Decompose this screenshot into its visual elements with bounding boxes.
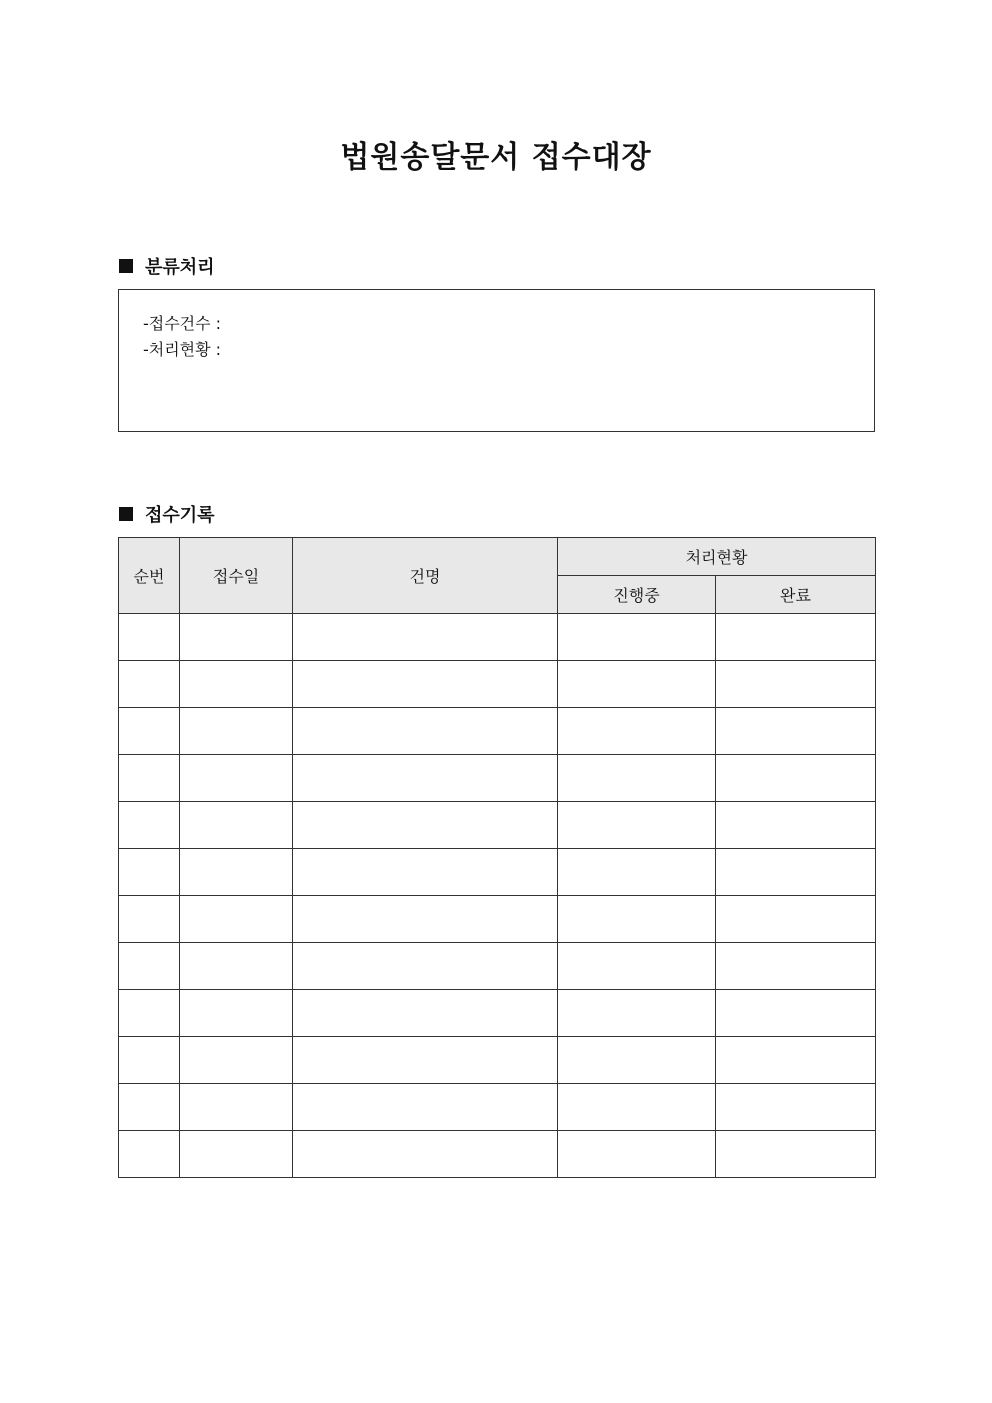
records-heading-label: 접수기록 (145, 505, 215, 526)
subject-cell[interactable] (293, 1084, 558, 1131)
classification-heading (119, 253, 215, 279)
col-header-seq: 순번 (119, 538, 180, 614)
in-progress-cell[interactable] (558, 755, 716, 802)
col-header-done: 완료 (716, 576, 876, 614)
table-row (119, 661, 876, 708)
seq-cell[interactable] (119, 1037, 180, 1084)
in-progress-cell[interactable] (558, 708, 716, 755)
date-cell[interactable] (180, 849, 293, 896)
subject-cell[interactable] (293, 990, 558, 1037)
records-table (118, 537, 876, 1178)
received-count-line: -접수건수 : (143, 314, 222, 333)
done-cell[interactable] (716, 1037, 876, 1084)
subject-cell[interactable] (293, 1037, 558, 1084)
table-row (119, 1131, 876, 1178)
in-progress-cell[interactable] (558, 1131, 716, 1178)
date-cell[interactable] (180, 802, 293, 849)
table-row (119, 849, 876, 896)
seq-cell[interactable] (119, 614, 180, 661)
subject-cell[interactable] (293, 943, 558, 990)
col-header-in-progress: 진행중 (558, 576, 716, 614)
subject-cell[interactable] (293, 1131, 558, 1178)
seq-cell[interactable] (119, 802, 180, 849)
in-progress-cell[interactable] (558, 802, 716, 849)
subject-cell[interactable] (293, 849, 558, 896)
classification-heading-label: 분류처리 (145, 257, 215, 278)
table-row (119, 614, 876, 661)
date-cell[interactable] (180, 1084, 293, 1131)
date-cell[interactable] (180, 990, 293, 1037)
date-cell[interactable] (180, 943, 293, 990)
date-cell[interactable] (180, 661, 293, 708)
subject-cell[interactable] (293, 896, 558, 943)
in-progress-cell[interactable] (558, 896, 716, 943)
done-cell[interactable] (716, 849, 876, 896)
square-bullet-icon (119, 507, 133, 521)
seq-cell[interactable] (119, 896, 180, 943)
in-progress-cell[interactable] (558, 990, 716, 1037)
date-cell[interactable] (180, 896, 293, 943)
done-cell[interactable] (716, 755, 876, 802)
seq-cell[interactable] (119, 708, 180, 755)
table-row (119, 708, 876, 755)
seq-cell[interactable] (119, 1131, 180, 1178)
in-progress-cell[interactable] (558, 1037, 716, 1084)
done-cell[interactable] (716, 1084, 876, 1131)
table-row (119, 1037, 876, 1084)
in-progress-cell[interactable] (558, 614, 716, 661)
processing-status-line: -처리현황 : (143, 340, 222, 359)
date-cell[interactable] (180, 1037, 293, 1084)
subject-cell[interactable] (293, 755, 558, 802)
table-row (119, 943, 876, 990)
col-header-subject: 건명 (293, 538, 558, 614)
table-row (119, 990, 876, 1037)
square-bullet-icon (119, 259, 133, 273)
done-cell[interactable] (716, 896, 876, 943)
table-row (119, 896, 876, 943)
done-cell[interactable] (716, 802, 876, 849)
subject-cell[interactable] (293, 661, 558, 708)
subject-cell[interactable] (293, 708, 558, 755)
date-cell[interactable] (180, 1131, 293, 1178)
records-body (119, 614, 876, 1178)
done-cell[interactable] (716, 708, 876, 755)
col-header-status-group: 처리현황 (558, 538, 876, 576)
done-cell[interactable] (716, 661, 876, 708)
subject-cell[interactable] (293, 614, 558, 661)
table-row (119, 755, 876, 802)
done-cell[interactable] (716, 943, 876, 990)
seq-cell[interactable] (119, 849, 180, 896)
in-progress-cell[interactable] (558, 661, 716, 708)
seq-cell[interactable] (119, 661, 180, 708)
done-cell[interactable] (716, 614, 876, 661)
records-heading (119, 501, 215, 527)
subject-cell[interactable] (293, 802, 558, 849)
in-progress-cell[interactable] (558, 849, 716, 896)
in-progress-cell[interactable] (558, 1084, 716, 1131)
table-row (119, 802, 876, 849)
seq-cell[interactable] (119, 990, 180, 1037)
seq-cell[interactable] (119, 1084, 180, 1131)
classification-box (118, 289, 875, 432)
seq-cell[interactable] (119, 755, 180, 802)
table-row (119, 1084, 876, 1131)
done-cell[interactable] (716, 1131, 876, 1178)
seq-cell[interactable] (119, 943, 180, 990)
date-cell[interactable] (180, 755, 293, 802)
in-progress-cell[interactable] (558, 943, 716, 990)
date-cell[interactable] (180, 614, 293, 661)
document-title: 법원송달문서 접수대장 (340, 140, 652, 175)
col-header-date: 접수일 (180, 538, 293, 614)
date-cell[interactable] (180, 708, 293, 755)
done-cell[interactable] (716, 990, 876, 1037)
